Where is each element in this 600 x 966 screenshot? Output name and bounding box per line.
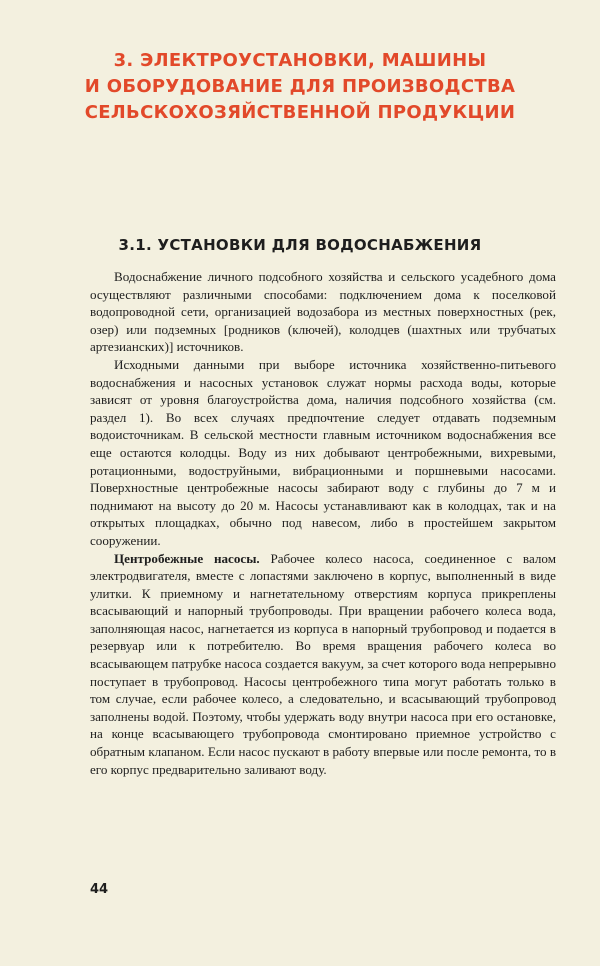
paragraph-3-term: Центробежные насосы. (114, 550, 260, 566)
body-text (90, 268, 556, 778)
chapter-heading-line-2: И ОБОРУДОВАНИЕ ДЛЯ ПРОИЗВОДСТВА (84, 76, 516, 97)
paragraph-2: Исходными данными при выборе источника хозяйственно-питьевого водоснабжения и насосных установок служат нормы расхода воды, которые зависят от уровня благоустройства дома, наличия подсобного хозяйства (см. раздел 1). Во всех случаях предпочтение следует отдавать подземным водоисточникам. В сельской местности главным источником водоснабжения все еще остаются колодцы. Воду из них добывают центробежными, вихревыми, ротационными, водоструйными, вибрационными и поршневыми насосами. Поверхностные центробежные насосы забирают воду с глубины до 7 м и поднимают на высоту до 20 м. Насосы устанавливают как в колодцах, так и на открытых площадках, обычно под навесом, либо в простейшем закрытом сооружении. (90, 356, 556, 548)
section-heading: 3.1. УСТАНОВКИ ДЛЯ ВОДОСНАБЖЕНИЯ (118, 236, 482, 254)
paragraph-1: Водоснабжение личного подсобного хозяйства и сельского усадебного дома осуществляют различными способами: подключением дома к поселковой водопроводной сети, организацией водозабора из местных поверхностных (рек, озер) или подземных [родников (ключей), колодцев (шахтных или трубчатых артезианских)] источников. (90, 269, 556, 355)
paragraph-3-text: Рабочее колесо насоса, соединенное с валом электродвигателя, вместе с лопастями заключено в корпус, выполненный в виде улитки. К приемному и нагнетательному отверстиям корпуса прикреплены всасывающий и напорный трубопроводы. При вращении рабочего колеса вода, заполняющая насос, нагнетается из корпуса в напорный трубопровод и подается в резервуар или к потребителю. Во время вращения рабочего колеса во всасывающем патрубке насоса создается вакуум, за счет которого вода непрерывно поступает в трубопровод. Насосы центробежного типа могут работать только в том случае, если рабочее колесо, а следовательно, и всасывающий трубопровод заполнены водой. Поэтому, чтобы удержать воду внутри насоса при его остановке, на конце всасывающего трубопровода смонтировано приемное устройство с обратным клапаном. Если насос пускают в работу впервые или после ремонта, то в его корпус предварительно заливают воду. (90, 550, 556, 777)
page-number: 44 (90, 882, 109, 897)
chapter-heading-line-1: 3. ЭЛЕКТРОУСТАНОВКИ, МАШИНЫ (113, 50, 487, 71)
chapter-heading (0, 48, 600, 126)
paragraph-3 (90, 550, 556, 779)
chapter-heading-line-3: СЕЛЬСКОХОЗЯЙСТВЕННОЙ ПРОДУКЦИИ (84, 102, 516, 123)
